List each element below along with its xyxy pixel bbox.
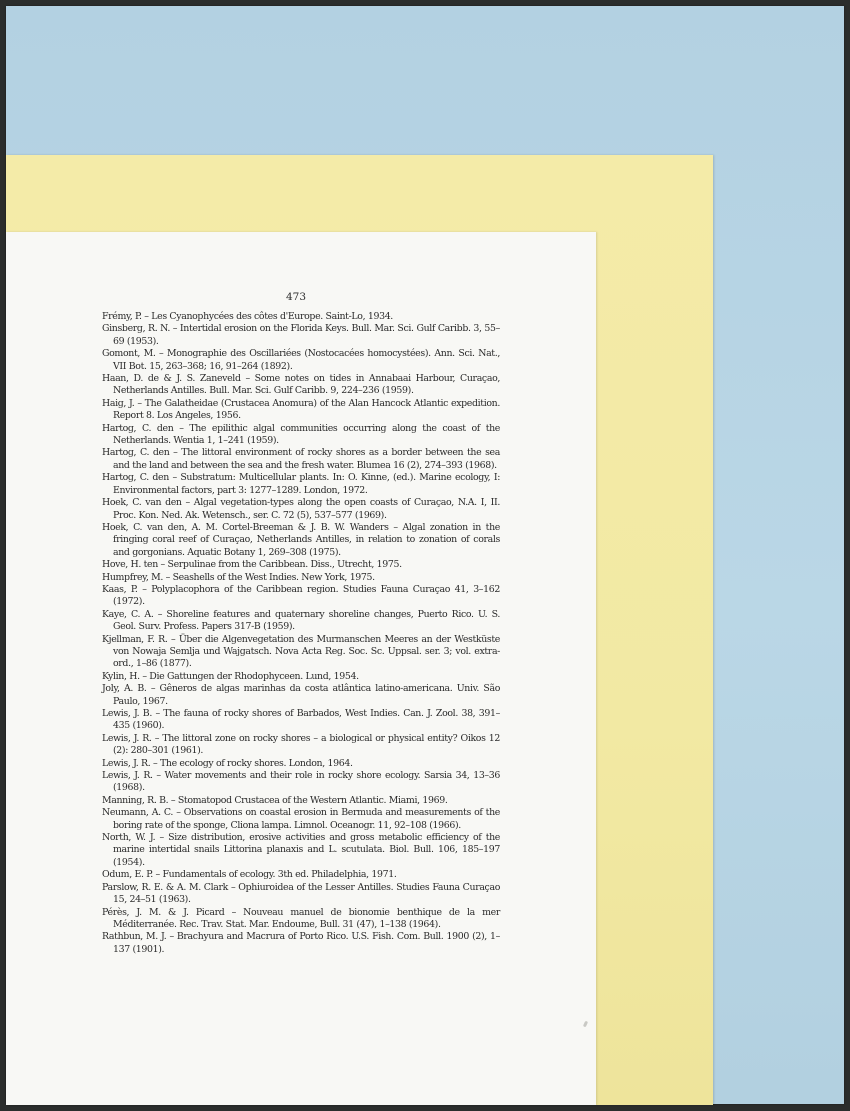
reference-entry: Humpfrey, M. – Seashells of the West Indies. New York, 1975.	[102, 571, 375, 583]
reference-entry: Hartog, C. den – The littoral environment of rocky shores as a border between the sea and the land and between the sea and the fresh water. Blumea 16 (2), 274–393 (1968).	[102, 447, 500, 471]
reference-entry: Hartog, C. den – The epilithic algal communities occurring along the coast of the Netherlands. Wentia 1, 1–241 (1959).	[102, 422, 500, 447]
reference-entry: Pérès, J. M. & J. Picard – Nouveau manuel de bionomie benthique de la mer Méditerranée. Rec. Trav. Stat. Mar. Endoume, Bull. 31 (47), 1–138 (1964).	[102, 906, 500, 930]
reference-entry: Lewis, J. B. – The fauna of rocky shores of Barbados, West Indies. Can. J. Zool. 38, 391–435 (1960).	[102, 708, 500, 732]
reference-entry: Neumann, A. C. – Observations on coastal erosion in Bermuda and measurements of the boring rate of the sponge, Cliona lampa. Limnol. Oceanogr. 11, 92–108 (1966).	[102, 807, 500, 831]
reference-entry: Rathbun, M. J. – Brachyura and Macrura of Porto Rico. U.S. Fish. Com. Bull. 1900 (2), 1–137 (1901).	[102, 931, 500, 955]
reference-entry: Hove, H. ten – Serpulinae from the Caribbean. Diss., Utrecht, 1975.	[102, 559, 402, 571]
reference-entry: Lewis, J. R. – The littoral zone on rocky shores – a biological or physical entity? Oikos 12 (2): 280–301 (1961).	[102, 732, 500, 757]
reference-entry: Ginsberg, R. N. – Intertidal erosion on the Florida Keys. Bull. Mar. Sci. Gulf Caribb. 3, 55–69 (1953).	[102, 323, 500, 347]
reference-entry: Gomont, M. – Monographie des Oscillariées (Nostocacées homocystées). Ann. Sci. Nat., VII Bot. 15, 263–368; 16, 91–264 (1892).	[102, 348, 500, 372]
page-number: 473	[286, 291, 307, 303]
reference-entry: Kylin, H. – Die Gattungen der Rhodophyceen. Lund, 1954.	[102, 670, 359, 682]
reference-entry: Hoek, C. van den – Algal vegetation-types along the open coasts of Curaçao, N.A. I, II. Proc. Kon. Ned. Ak. Wetensch., ser. C. 72 (5), 537–577 (1969).	[102, 497, 500, 521]
reference-entry: Lewis, J. R. – The ecology of rocky shores. London, 1964.	[102, 757, 353, 769]
reference-entry: Kaas, P. – Polyplacophora of the Caribbean region. Studies Fauna Curaçao 41, 3–162 (1972).	[102, 583, 500, 608]
reference-entry: Lewis, J. R. – Water movements and their role in rocky shore ecology. Sarsia 34, 13–36 (1968).	[102, 770, 500, 794]
reference-list	[102, 311, 500, 991]
reference-entry: Haig, J. – The Galatheidae (Crustacea Anomura) of the Alan Hancock Atlantic expedition. Report 8. Los Angeles, 1956.	[102, 397, 500, 422]
reference-entry: Kaye, C. A. – Shoreline features and quaternary shoreline changes, Puerto Rico. U. S. Geol. Surv. Profess. Papers 317-B (1959).	[102, 608, 500, 633]
reference-entry: Hartog, C. den – Substratum: Multicellular plants. In: O. Kinne, (ed.). Marine ecology, I: Environmental factors, part 3: 1277–1289. London, 1972.	[102, 472, 500, 496]
reference-entry: Hoek, C. van den, A. M. Cortel-Breeman & J. B. W. Wanders – Algal zonation in the fringing coral reef of Curaçao, Netherlands Antilles, in relation to zonation of corals and gorgonians. Aquatic Botany 1, 269–308 (1975).	[102, 521, 500, 558]
reference-entry: Haan, D. de & J. S. Zaneveld – Some notes on tides in Annabaai Harbour, Curaçao, Netherlands Antilles. Bull. Mar. Sci. Gulf Caribb. 9, 224–236 (1959).	[102, 373, 500, 397]
reference-entry: Joly, A. B. – Gêneros de algas marinhas da costa atlântica latino-americana. Univ. São Paulo, 1967.	[102, 683, 500, 707]
reference-entry: Parslow, R. E. & A. M. Clark – Ophiuroidea of the Lesser Antilles. Studies Fauna Curaçao 15, 24–51 (1963).	[102, 881, 500, 906]
reference-entry: Odum, E. P. – Fundamentals of ecology. 3th ed. Philadelphia, 1971.	[102, 869, 397, 881]
reference-entry: Manning, R. B. – Stomatopod Crustacea of the Western Atlantic. Miami, 1969.	[102, 794, 448, 806]
reference-entry: Kjellman, F. R. – Über die Algenvegetation des Murmanschen Meeres an der Westküste von Nowaja Semlja und Wajgatsch. Nova Acta Reg. Soc. Sc. Uppsal. ser. 3; vol. extra-ord., 1–86 (1877).	[102, 633, 500, 670]
reference-entry: Frémy, P. – Les Cyanophycées des côtes d'Europe. Saint-Lo, 1934.	[102, 311, 393, 322]
reference-entry: North, W. J. – Size distribution, erosive activities and gross metabolic efficiency of the marine intertidal snails Littorina planaxis and L. scutulata. Biol. Bull. 106, 185–197 (1954).	[102, 832, 500, 868]
